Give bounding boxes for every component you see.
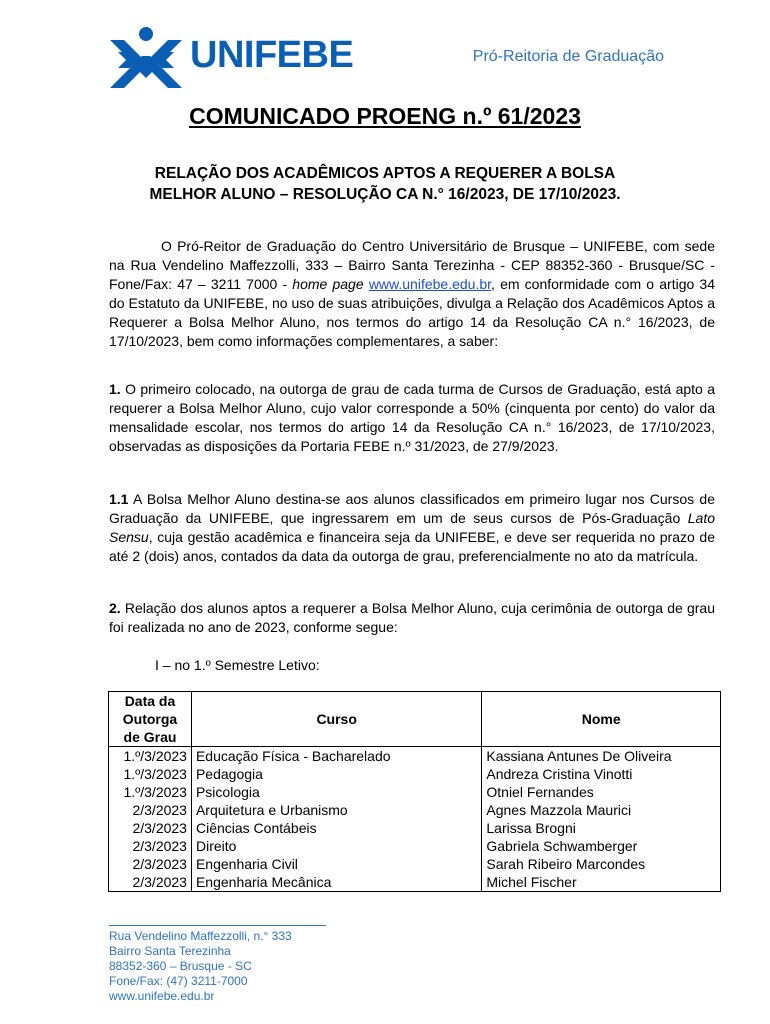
cell-course: Ciências Contábeis	[191, 819, 481, 837]
cell-course: Engenharia Mecânica	[191, 873, 481, 892]
cell-date: 2/3/2023	[109, 855, 192, 873]
item-1-number: 1.	[109, 381, 121, 397]
cell-date: 1.º/3/2023	[109, 765, 192, 783]
cell-date: 1.º/3/2023	[109, 747, 192, 766]
cell-name: Michel Fischer	[482, 873, 721, 892]
table-row	[109, 837, 721, 855]
cell-name: Sarah Ribeiro Marcondes	[482, 855, 721, 873]
cell-date: 2/3/2023	[109, 873, 192, 892]
footer-line-5: www.unifebe.edu.br	[109, 989, 215, 1003]
cell-date: 2/3/2023	[109, 837, 192, 855]
cell-name: Otniel Fernandes	[482, 783, 721, 801]
cell-name: Gabriela Schwamberger	[482, 837, 721, 855]
cell-date: 2/3/2023	[109, 801, 192, 819]
website-link[interactable]: www.unifebe.edu.br	[368, 276, 492, 292]
cell-name: Andreza Cristina Vinotti	[482, 765, 721, 783]
footer-divider	[109, 925, 326, 926]
cell-name: Kassiana Antunes De Oliveira	[482, 747, 721, 766]
intro-paragraph	[109, 237, 715, 351]
item-2-number: 2.	[109, 600, 121, 616]
cell-date: 1.º/3/2023	[109, 783, 192, 801]
cell-course: Arquitetura e Urbanismo	[191, 801, 481, 819]
cell-course: Pedagogia	[191, 765, 481, 783]
home-page-label: home page	[292, 276, 364, 292]
cell-name: Agnes Mazzola Maurici	[482, 801, 721, 819]
graduates-table	[108, 691, 721, 892]
item-1-1-text-a: A Bolsa Melhor Aluno destina-se aos alunos classificados em primeiro lugar nos Cursos de Graduação da UNIFEBE, que ingressarem em um de seus cursos de Pós-Graduação	[109, 491, 715, 526]
intro-part-1: O Pró-Reitor de Graduação do Centro Universitário de Brusque – UNIFEBE, com sede na Rua Vendelino Maffezzolli, 333 – Bairro Santa Terezinha - CEP 88352-360 - Brusque/SC - Fone/Fax: 47 – 3211 7000 -	[109, 238, 715, 292]
item-1-1-text-b: , cuja gestão acadêmica e financeira seja da UNIFEBE, e deve ser requerida no prazo de até 2 (dois) anos, contados da data da outorga de grau, preferencialmente no ato da matrícula.	[109, 529, 715, 564]
table-row	[109, 747, 721, 766]
subtitle-line-2: MELHOR ALUNO – RESOLUÇÃO CA N.° 16/2023, DE 17/10/2023.	[149, 186, 621, 203]
footer-address	[109, 929, 292, 1004]
item-2-text: Relação dos alunos aptos a requerer a Bolsa Melhor Aluno, cuja cerimônia de outorga de grau foi realizada no ano de 2023, conforme segue:	[109, 600, 715, 635]
cell-course: Psicologia	[191, 783, 481, 801]
brand-wordmark: UNIFEBE	[190, 34, 354, 76]
footer-line-3: 88352-360 – Brusque - SC	[109, 959, 252, 973]
subtitle	[80, 163, 690, 205]
item-1-1-number: 1.1	[109, 491, 129, 507]
header-course: Curso	[191, 692, 481, 747]
intro-part-2: , em conformidade com o artigo 34 do Estatuto da UNIFEBE, no uso de suas atribuições, divulga a Relação dos Acadêmicos Aptos a Requerer a Bolsa Melhor Aluno, nos termos do artigo 14 da Resolução CA n.° 16/2023, de 17/10/2023, bem como informações complementares, a saber:	[109, 276, 715, 349]
table-row	[109, 873, 721, 892]
subtitle-line-1: RELAÇÃO DOS ACADÊMICOS APTOS A REQUERER A BOLSA	[154, 165, 616, 182]
item-1-paragraph	[109, 380, 715, 456]
department-name: Pró-Reitoria de Graduação	[472, 48, 664, 65]
semester-heading: I – no 1.º Semestre Letivo:	[155, 657, 320, 673]
cell-name: Larissa Brogni	[482, 819, 721, 837]
table-row	[109, 819, 721, 837]
header-name: Nome	[482, 692, 721, 747]
footer-line-4: Fone/Fax: (47) 3211-7000	[109, 974, 248, 988]
footer-line-2: Bairro Santa Terezinha	[109, 944, 231, 958]
header-date: Data da Outorga de Grau	[109, 692, 192, 747]
table-row	[109, 765, 721, 783]
cell-course: Engenharia Civil	[191, 855, 481, 873]
cell-course: Direito	[191, 837, 481, 855]
cell-course: Educação Física - Bacharelado	[191, 747, 481, 766]
table-row	[109, 855, 721, 873]
cell-date: 2/3/2023	[109, 819, 192, 837]
lato-sensu: Lato Sensu	[109, 510, 715, 545]
item-2-paragraph	[109, 599, 715, 637]
footer-line-1: Rua Vendelino Maffezzolli, n.° 333	[109, 929, 292, 943]
table-row	[109, 801, 721, 819]
page-title: COMUNICADO PROENG n.º 61/2023	[189, 103, 581, 129]
table-row	[109, 783, 721, 801]
item-1-1-paragraph	[109, 490, 715, 566]
item-1-text: O primeiro colocado, na outorga de grau de cada turma de Cursos de Graduação, está apto a requerer a Bolsa Melhor Aluno, cujo valor corresponde a 50% (cinquenta por cento) do valor da mensalidade escolar, nos termos do artigo 14 da Resolução CA n.° 16/2023, de 17/10/2023, observadas as disposições da Portaria FEBE n.º 31/2023, de 27/9/2023.	[109, 381, 715, 454]
